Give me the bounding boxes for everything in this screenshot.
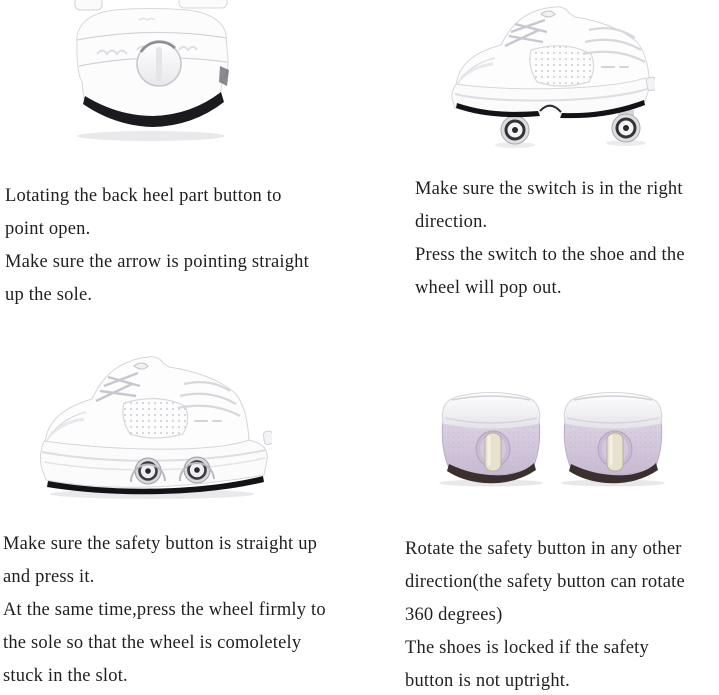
heel-tab — [646, 77, 655, 91]
perforated-vamp — [530, 46, 594, 86]
shoe-upper-cutoff — [75, 0, 102, 10]
photo-heel-button-closeup — [63, 0, 241, 142]
caption-line: point open. — [5, 219, 91, 239]
drop-shadow — [77, 131, 225, 141]
photo-shoe-wheels-retracted — [38, 346, 272, 500]
caption-line: direction. — [415, 212, 488, 232]
caption-line: Make sure the arrow is pointing straight — [5, 252, 309, 272]
caption-line: 360 degrees) — [405, 605, 503, 625]
caption-line: At the same time,press the wheel firmly to — [3, 600, 326, 620]
caption-bottom-left — [3, 528, 326, 693]
caption-line: wheel will pop out. — [415, 278, 562, 298]
caption-line: Press the switch to the shoe and the — [415, 245, 685, 265]
caption-top-left — [5, 180, 309, 312]
caption-line: up the sole. — [5, 285, 93, 305]
right-heel-safety-button — [561, 393, 665, 487]
caption-line: Make sure the safety button is straight up — [3, 534, 318, 554]
caption-line: Make sure the switch is in the right — [415, 179, 683, 199]
caption-line: Lotating the back heel part button to — [5, 186, 282, 206]
perforated-vamp — [123, 399, 188, 438]
caption-top-right — [415, 173, 685, 305]
left-heel-safety-button — [439, 393, 543, 487]
caption-line: and press it. — [3, 567, 95, 587]
caption-line: Rotate the safety button in any other — [405, 539, 682, 559]
photo-heel-pair-safety-buttons — [436, 390, 666, 487]
caption-line: the sole so that the wheel is comoletely — [3, 633, 302, 653]
caption-line: The shoes is locked if the safety — [405, 638, 649, 658]
caption-bottom-right — [405, 533, 685, 695]
caption-line: direction(the safety button can rotate — [405, 572, 685, 592]
caption-line: button is not uptright. — [405, 671, 570, 691]
heel-tab — [263, 431, 272, 445]
rear-wheel — [612, 110, 640, 142]
shoe-upper-cutoff — [179, 0, 227, 8]
caption-line: stuck in the slot. — [3, 666, 128, 686]
photo-shoe-wheels-out — [449, 2, 655, 148]
